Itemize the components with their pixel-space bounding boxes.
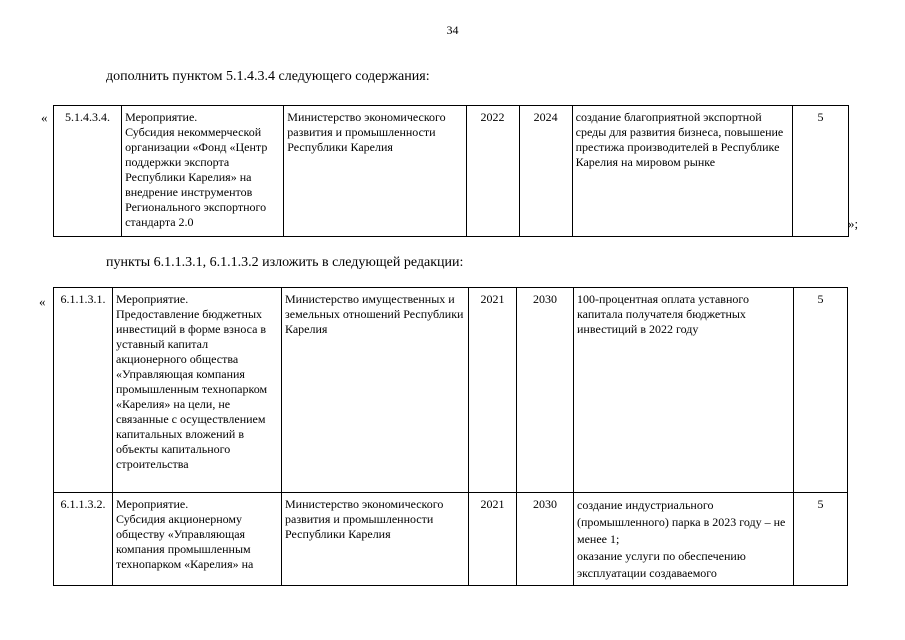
event-description: Мероприятие. Субсидия некоммерческой организации «Фонд «Центр поддержки экспорта Республики Карелия» на внедрение инструментов Регионального экспортного стандарта 2.0 (122, 106, 284, 237)
item-number: 6.1.1.3.2. (54, 493, 113, 586)
score: 5 (794, 288, 848, 493)
expected-result: 100-процентная оплата уставного капитала получателя бюджетных инвестиций в 2022 году (574, 288, 794, 493)
year-start: 2022 (466, 106, 519, 237)
score: 5 (794, 493, 848, 586)
year-start: 2021 (469, 288, 517, 493)
score: 5 (792, 106, 848, 237)
expected-result: создание благоприятной экспортной среды для развития бизнеса, повышение престижа производителей в Республике Карелия на мировом рынке (572, 106, 792, 237)
executor: Министерство экономического развития и промышленности Республики Карелия (284, 106, 466, 237)
result-line: создание индустриального (промышленного) парка в 2023 году – не менее 1; (577, 498, 786, 546)
result-line: оказание услуги по обеспечению эксплуатации создаваемого (577, 549, 746, 580)
year-end: 2024 (519, 106, 572, 237)
year-start: 2021 (469, 493, 517, 586)
event-description: Мероприятие. Предоставление бюджетных инвестиций в форме взноса в уставный капитал акционерного общества «Управляющая компания промышленным технопарком «Карелия» на цели, не связанные с осуществлением капитальных вложений в объекты капитального строительства (113, 288, 282, 493)
page-number: 34 (446, 23, 459, 37)
executor: Министерство имущественных и земельных отношений Республики Карелия (282, 288, 469, 493)
table-row (54, 106, 849, 237)
item-number: 6.1.1.3.1. (54, 288, 113, 493)
item-number: 5.1.4.3.4. (54, 106, 122, 237)
open-quote-1: « (41, 110, 48, 125)
measures-table-1 (53, 105, 849, 237)
year-end: 2030 (517, 493, 574, 586)
amendment-intro-1: дополнить пунктом 5.1.4.3.4 следующего содержания: (106, 69, 430, 84)
measures-table-2 (53, 287, 848, 586)
event-description: Мероприятие. Субсидия акционерному обществу «Управляющая компания промышленным технопарком «Карелия» на (113, 493, 282, 586)
expected-result (574, 493, 794, 586)
amendment-intro-2: пункты 6.1.1.3.1, 6.1.1.3.2 изложить в следующей редакции: (106, 255, 464, 270)
close-quote-1: »; (848, 216, 859, 231)
table-row (54, 288, 848, 493)
table-row (54, 493, 848, 586)
executor: Министерство экономического развития и промышленности Республики Карелия (282, 493, 469, 586)
open-quote-2: « (39, 294, 46, 309)
year-end: 2030 (517, 288, 574, 493)
